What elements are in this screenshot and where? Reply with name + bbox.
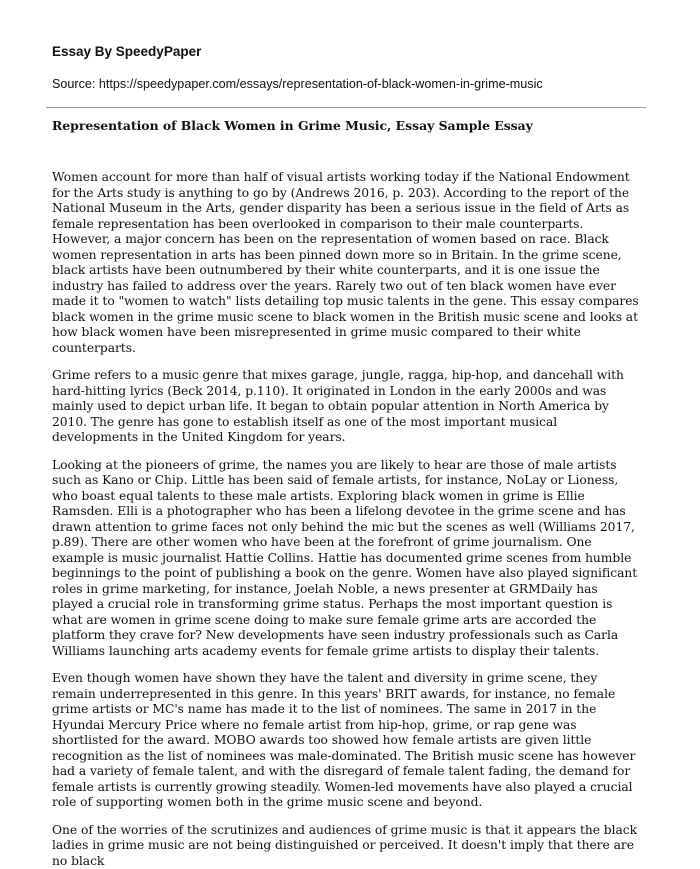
essay-title: Representation of Black Women in Grime Music, Essay Sample Essay [52,118,642,134]
header-divider [46,107,646,108]
essay-paragraph: Grime refers to a music genre that mixes garage, jungle, ragga, hip-hop, and dancehall with hard-hitting lyrics (Beck 2014, p.110). It originated in London in the early 2000s and was mainly used to depict urban life. It began to obtain popular attention in North America by 2010. The genre has gone to establish itself as one of the most important musical developments in the United Kingdom for years. [52,368,642,446]
source-line: Source: https://speedypaper.com/essays/representation-of-black-women-in-grime-music [52,77,642,92]
essay-paragraph: One of the worries of the scrutinizes and audiences of grime music is that it appears the black ladies in grime music are not being distinguished or perceived. It doesn't imply that there are no black [52,823,642,869]
essay-paragraph: Looking at the pioneers of grime, the names you are likely to hear are those of male artists such as Kano or Chip. Little has been said of female artists, for instance, NoLay or Lioness, who boast equal talents to these male artists. Exploring black women in grime is Ellie Ramsden. Elli is a photographer who has been a lifelong devotee in the grime scene and has drawn attention to grime faces not only behind the mic but the scenes as well (Williams 2017, p.89). There are other women who have been at the forefront of grime journalism. One example is music journalist Hattie Collins. Hattie has documented grime scenes from humble beginnings to the point of publishing a book on the genre. Women have also played significant roles in grime marketing, for instance, Joelah Noble, a news presenter at GRMDaily has played a crucial role in transforming grime status. Perhaps the most important question is what are women in grime scene doing to make sure female grime arts are accorded the platform they crave for? New developments have seen industry professionals such as Carla Williams launching arts academy events for female grime artists to display their talents. [52,458,642,660]
essay-paragraph: Women account for more than half of visual artists working today if the National Endowment for the Arts study is anything to go by (Andrews 2016, p. 203). According to the report of the National Museum in the Arts, gender disparity has been a serious issue in the field of Arts as female representation has been overlooked in comparison to their male counterparts. However, a major concern has been on the representation of women based on race. Black women representation in arts has been pinned down more so in Britain. In the grime scene, black artists have been outnumbered by their white counterparts, and it is one issue the industry has failed to address over the years. Rarely two out of ten black women have ever made it to "women to watch" lists detailing top music talents in the gene. This essay compares black women in the grime music scene to black women in the British music scene and looks at how black women have been misrepresented in grime music compared to their white counterparts. [52,170,642,356]
essay-body [52,170,642,869]
brand-title: Essay By SpeedyPaper [52,0,642,60]
essay-paragraph: Even though women have shown they have the talent and diversity in grime scene, they remain underrepresented in this genre. In this years' BRIT awards, for instance, no female grime artists or MC's name has made it to the list of nominees. The same in 2017 in the Hyundai Mercury Price where no female artist from hip-hop, grime, or rap gene was shortlisted for the award. MOBO awards too showed how female artists are given little recognition as the list of nominees was male-dominated. The British music scene has however had a variety of female talent, and with the disregard of female talent fading, the demand for female artists is currently growing steadily. Women-led movements have also played a crucial role of supporting women both in the grime music scene and beyond. [52,671,642,811]
